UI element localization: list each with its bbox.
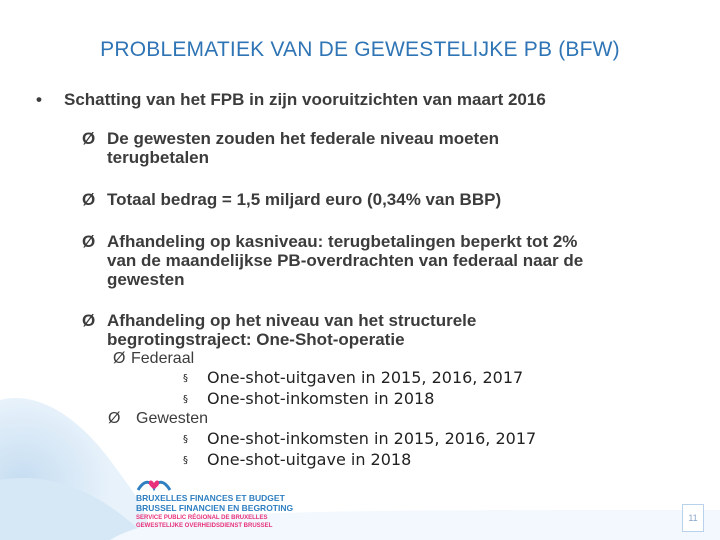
group-federaal-label: Federaal [131, 350, 195, 367]
arrow-marker: Ø [108, 410, 121, 427]
arrow-item-3 [82, 232, 682, 289]
federaal-item-1: One-shot-uitgaven in 2015, 2016, 2017 [207, 368, 524, 387]
arrow-marker: Ø [82, 311, 96, 330]
logo-icon [136, 476, 172, 494]
arrow-item-4-line2: begrotingstraject: One-Shot-operatie [107, 330, 405, 349]
arrow-marker: Ø [82, 129, 96, 148]
main-bullet [36, 90, 546, 110]
arrow-item-3-line1: Afhandeling op kasniveau: terugbetalingen beperkt tot 2% [107, 232, 578, 251]
arrow-marker: Ø [82, 190, 96, 209]
logo-line-dienst: GEWESTELIJKE OVERHEIDSDIENST BRUSSEL [136, 523, 273, 529]
decorative-wave [0, 360, 720, 540]
arrow-item-1-line2: terugbetalen [107, 148, 210, 167]
square-marker: § [183, 434, 188, 445]
slide-title: PROBLEMATIEK VAN DE GEWESTELIJKE PB (BFW) [100, 38, 620, 61]
logo-line-nl: BRUSSEL FINANCIEN EN BEGROTING [136, 503, 294, 513]
square-marker: § [183, 455, 188, 466]
arrow-marker: Ø [82, 232, 96, 251]
group-gewesten-label: Gewesten [136, 410, 209, 427]
square-marker: § [183, 394, 188, 405]
arrow-item-3-line2: van de maandelijkse PB-overdrachten van federaal naar de [107, 251, 584, 270]
logo-line-fr: BRUXELLES FINANCES ET BUDGET [136, 493, 285, 503]
arrow-item-4-line1: Afhandeling op het niveau van het structurele [107, 311, 477, 330]
arrow-item-3-line3: gewesten [107, 270, 185, 289]
logo [136, 476, 326, 540]
main-bullet-text: Schatting van het FPB in zijn vooruitzichten van maart 2016 [64, 90, 546, 109]
arrow-item-1-line1: De gewesten zouden het federale niveau moeten [107, 129, 500, 148]
arrow-item-4 [82, 311, 682, 349]
page-number-box [682, 504, 704, 532]
page-number: 11 [688, 513, 698, 523]
square-marker: § [183, 373, 188, 384]
logo-line-service: SERVICE PUBLIC RÉGIONAL DE BRUXELLES [136, 515, 268, 521]
gewesten-item-1: One-shot-inkomsten in 2015, 2016, 2017 [207, 429, 537, 448]
arrow-item-2-line1: Totaal bedrag = 1,5 miljard euro (0,34% van BBP) [107, 190, 502, 209]
arrow-marker: Ø [113, 350, 126, 367]
federaal-item-2: One-shot-inkomsten in 2018 [207, 389, 435, 408]
arrow-item-2 [82, 190, 682, 209]
gewesten-item-2: One-shot-uitgave in 2018 [207, 450, 412, 469]
arrow-item-1 [82, 129, 682, 167]
bullet-marker: • [36, 90, 42, 109]
